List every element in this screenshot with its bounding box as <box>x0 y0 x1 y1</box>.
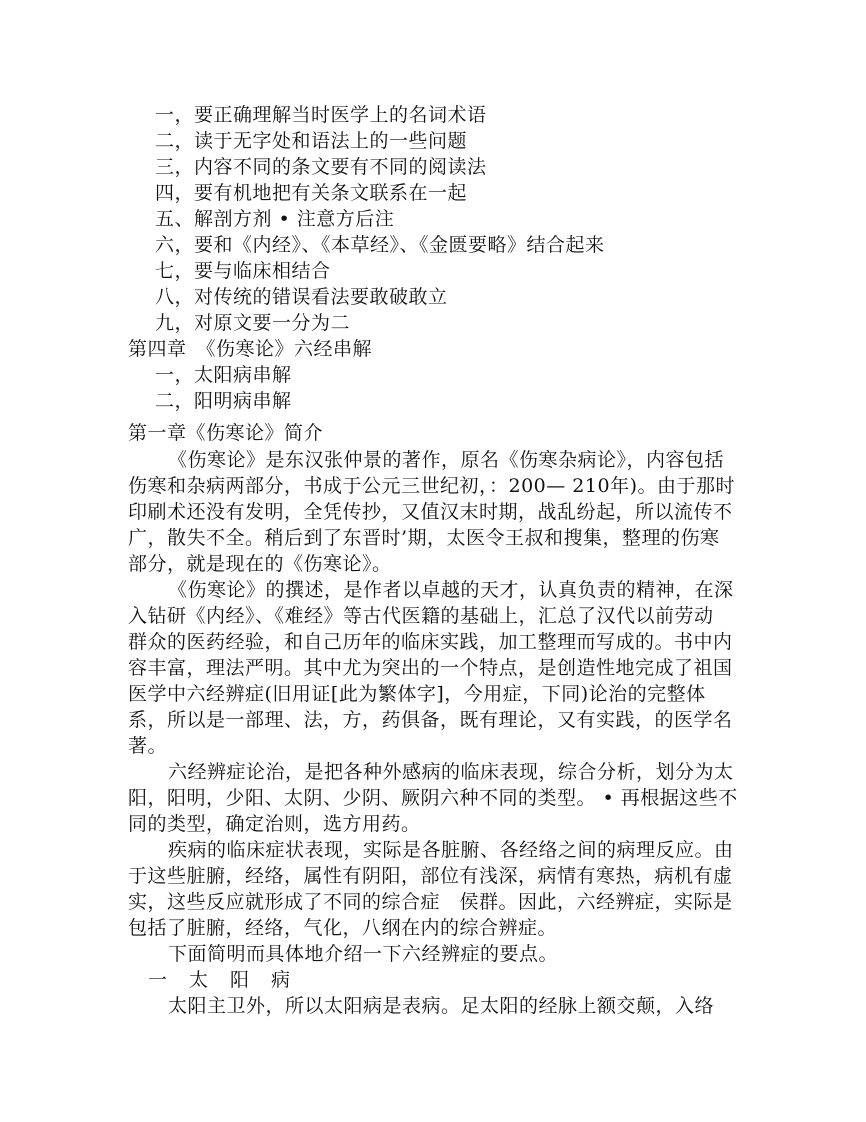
paragraph-line: 伤寒和杂病两部分，书成于公元三世纪初，：200— 210年)。由于那时 <box>128 475 735 497</box>
section-heading-char: 太 <box>189 969 209 991</box>
chapter-title: 第一章《伤寒论》简介 <box>128 422 324 444</box>
paragraph-line: 入钻研《内经》、《难经》等古代医籍的基础上，汇总了汉代以前劳动 <box>128 605 714 627</box>
paragraph-line: 六经辨症论治，是把各种外感病的临床表现，综合分析，划分为太 <box>168 761 734 783</box>
paragraph-line: 广，散失不全。稍后到了东晋时’期，太医令王叔和搜集，整理的伤寒 <box>128 527 720 549</box>
toc-item: 二，读于无字处和语法上的一些问题 <box>155 130 468 152</box>
toc-chapter-title: 第四章 《伤寒论》六经串解 <box>128 338 373 360</box>
paragraph-line: 于这些脏腑，经络，属性有阴阳，部位有浅深，病情有寒热，病机有虚 <box>128 865 733 887</box>
paragraph-line: 群众的医药经验，和自己历年的临床实践，加工整理而写成的。书中内 <box>128 631 733 653</box>
paragraph-line: 阳，阳明，少阳、太阴、少阴、厥阴六种不同的类型。 • 再根据这些不 <box>128 787 738 809</box>
toc-item: 六，要和《内经》、《本草经》、《金匮要略》结合起来 <box>155 234 605 256</box>
toc-item: 九，对原文要一分为二 <box>155 312 351 334</box>
paragraph-line: 系，所以是一部理、法，方，药俱备，既有理论，又有实践，的医学名 <box>128 709 733 731</box>
section-heading <box>148 967 312 993</box>
paragraph-line: 《伤寒论》是东汉张仲景的著作，原名《伤寒杂病论》，内容包括 <box>168 449 725 471</box>
toc-item: 八，对传统的错误看法要敢破敢立 <box>155 286 448 308</box>
paragraph-line: 著。 <box>128 735 168 757</box>
paragraph-line: 印刷术还没有发明，全凭传抄，又值汉末时期，战乱纷起，所以流传不 <box>128 501 733 523</box>
paragraph-line: 疾病的临床症状表现，实际是各脏腑、各经络之间的病理反应。由 <box>168 839 734 861</box>
paragraph-line: 下面简明而具体地介绍一下六经辨症的要点。 <box>168 943 559 965</box>
toc-item: 四，要有机地把有关条文联系在一起 <box>155 182 468 204</box>
section-heading-char: 病 <box>271 969 291 991</box>
paragraph-line: 实，这些反应就形成了不同的综合症 侯群。因此，六经辨症，实际是 <box>128 891 733 913</box>
paragraph-line: 包括了脏腑，经络，气化，八纲在内的综合辨症。 <box>128 917 558 939</box>
paragraph-line: 太阳主卫外，所以太阳病是表病。足太阳的经脉上额交颠，入络 <box>168 995 715 1017</box>
section-heading-char: 一 <box>148 969 168 991</box>
paragraph-line: 容丰富，理法严明。其中尤为突出的一个特点，是创造性地完成了祖国 <box>128 657 733 679</box>
paragraph-line: 同的类型，确定治则，选方用药。 <box>128 813 421 835</box>
section-heading-char: 阳 <box>230 969 250 991</box>
toc-item: 二，阳明病串解 <box>155 390 292 412</box>
paragraph-line: 部分，就是现在的《伤寒论》。 <box>128 553 392 575</box>
toc-item: 七，要与临床相结合 <box>155 260 331 282</box>
toc-item: 三，内容不同的条文要有不同的阅读法 <box>155 156 487 178</box>
toc-item: 五、解剖方剂 • 注意方后注 <box>155 208 395 230</box>
toc-item: 一，要正确理解当时医学上的名词术语 <box>155 104 487 126</box>
toc-item: 一，太阳病串解 <box>155 364 292 386</box>
paragraph-line: 医学中六经辨症(旧用证[此为繁体字]，今用症，下同)论治的完整体 <box>128 683 706 705</box>
paragraph-line: 《伤寒论》的撰述，是作者以卓越的天才，认真负责的精神，在深 <box>168 579 734 601</box>
